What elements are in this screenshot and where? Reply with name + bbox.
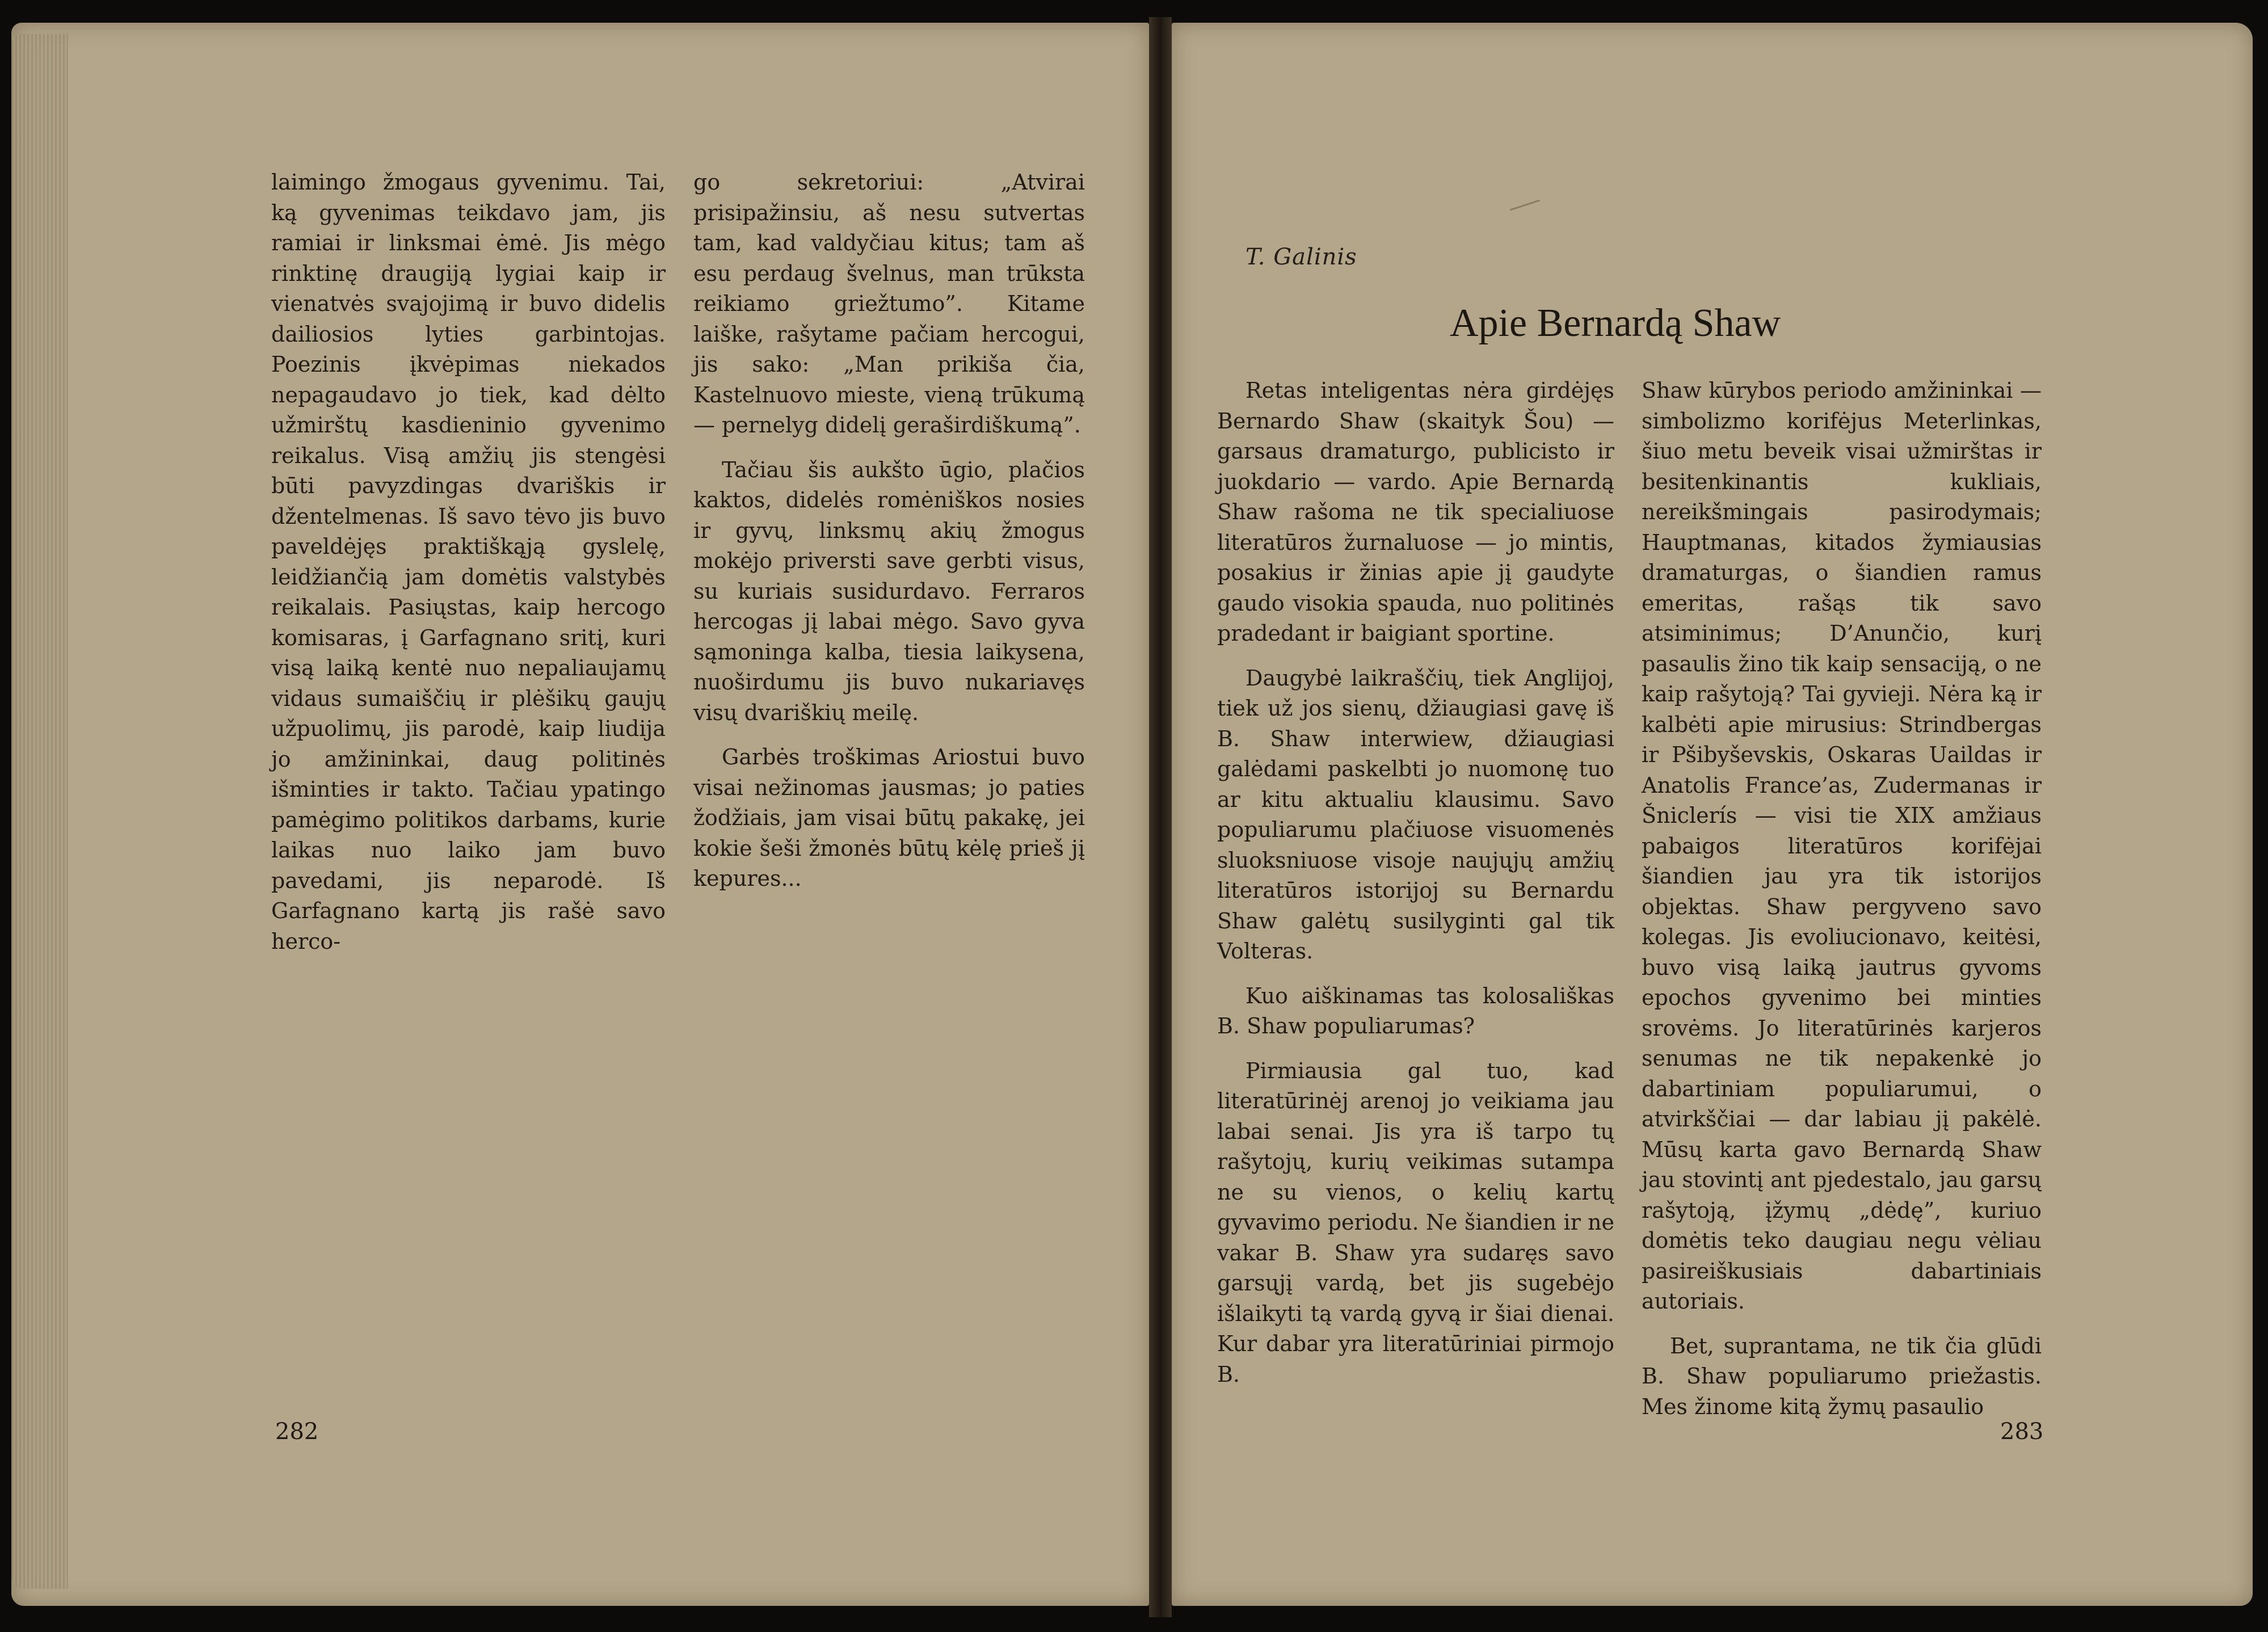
page-number-right: 283 bbox=[2000, 1419, 2044, 1445]
paragraph: Pirmiausia gal tuo, kad literatūrinėj arenoj jo veikiama jau labai senai. Jis yra iš tarpo tų rašytojų, kurių veikimas sutampa ne su vienos, o kelių kartų gyvavimo periodu. Ne šiandien ir ne vakar B. Shaw yra sudaręs savo garsųjį vardą, bet jis sugebėjo išlaikyti tą vardą gyvą ir šiai dienai. Kur dabar yra literatūriniai pirmojo B. bbox=[1217, 1058, 1614, 1387]
paragraph: Retas inteligentas nėra girdėjęs Bernardo Shaw (skaityk Šou) — garsaus dramaturgo, publicisto ir juokdario — vardo. Apie Bernardą Shaw rašoma ne tik specialiuose literatūros žurnaluose — jo mintis, posakius ir žinias apie jį gaudyte gaudo visokia spauda, nuo politinės pradedant ir baigiant sportine. bbox=[1217, 378, 1614, 646]
paragraph: Shaw kūrybos periodo amžininkai — simbolizmo korifėjus Meterlinkas, šiuo metu beveik visai užmirštas ir besitenkinantis kukliais, nereikšmingais pasirodymais; Hauptmanas, kitados žymiausias dramaturgas, o šiandien ramus emeritas, rašąs tik savo atsiminimus; D’Anunčio, kurį pasaulis žino tik kaip sensaciją, o ne kaip rašytoją? Tai gyvieji. Nėra ką ir kalbėti apie mirusius: Strindbergas ir Pšibyševskis, Oskaras Uaildas ir Anatolis France’as, Zudermanas ir Šniclerís — visi tie XIX amžiaus pabaigos literatūros korifėjai šiandien jau yra tik istorijos objektas. Shaw pergyveno savo kolegas. Jis evoliucionavo, keitėsi, buvo visą laiką jautrus gyvoms epochos gyvenimo bei minties srovėms. Jo literatūrinės karjeros senumas ne tik nepakenkė jo dabartiniam populiarumui, o atvirkščiai — dar labiau jį pakėlė. Mūsų karta gavo Bernardą Shaw jau stovintį ant pjedestalo, jau garsų rašytoją, įžymų „dėdę”, kuriuo domėtis teko daugiau negu vėliau pasireiškusiais dabartiniais autoriais. bbox=[1642, 378, 2042, 1314]
right-page-column-2 bbox=[1642, 376, 2042, 1422]
paragraph: Garbės troškimas Ariostui buvo visai nežinomas jausmas; jo paties žodžiais, jam visai būtų pakakę, jei kokie šeši žmonės būtų kėlę prieš jį kepures... bbox=[693, 745, 1085, 891]
left-page-column-2 bbox=[693, 167, 1085, 894]
article-title: Apie Bernardą Shaw bbox=[1450, 301, 1781, 345]
paragraph: Kuo aiškinamas tas kolosališkas B. Shaw populiarumas? bbox=[1217, 983, 1614, 1038]
article-author: T. Galinis bbox=[1245, 244, 1357, 270]
book-gutter bbox=[1149, 17, 1172, 1617]
page-edges bbox=[11, 34, 68, 1589]
paragraph: Daugybė laikraščių, tiek Anglijoj, tiek už jos sienų, džiaugiasi gavę iš B. Shaw interwiew, džiaugiasi galėdami paskelbti jo nuomonę tuo ar kitu aktualiu klausimu. Savo populiarumu plačiuose visuomenės sluoksniuose visoje naujųjų amžių literatūros istorijoj su Bernardu Shaw galėtų susilyginti gal tik Volteras. bbox=[1217, 665, 1614, 964]
left-page-column-1 bbox=[271, 167, 666, 957]
paragraph: laimingo žmogaus gyvenimu. Tai, ką gyvenimas teikdavo jam, jis ramiai ir linksmai ėmė. Jis mėgo rinktinę draugiją lygiai kaip ir vienatvės svajojimą ir buvo didelis dailiosios lyties garbintojas. Poezinis įkvėpimas niekados nepagaudavo jo tiek, kad dėlto užmirštų kasdieninio gyvenimo reikalus. Visą amžių jis stengėsi būti pavyzdingas dvariškis ir džentelmenas. Iš savo tėvo jis buvo paveldėjęs praktiškąją gyslelę, leidžiančią jam domėtis valstybės reikalais. Pasiųstas, kaip hercogo komisaras, į Garfagnano sritį, kuri visą laiką kentė nuo nepaliaujamų vidaus sumaiščių ir plėšikų gaujų užpuolimų, jis parodė, kaip liudija jo amžininkai, daug politinės išminties ir takto. Tačiau ypatingo pamėgimo politikos darbams, kurie laikas nuo laiko jam buvo pavedami, jis neparodė. Iš Garfagnano kartą jis rašė savo herco- bbox=[271, 170, 666, 954]
paragraph: Bet, suprantama, ne tik čia glūdi B. Shaw populiarumo priežastis. Mes žinome kitą žymų pasaulio bbox=[1642, 1333, 2042, 1419]
page-number-left: 282 bbox=[275, 1419, 319, 1445]
paragraph: go sekretoriui: „Atvirai prisipažinsiu, aš nesu sutvertas tam, kad valdyčiau kitus; tam aš esu perdaug švelnus, man trūksta reikiamo griežtumo”. Kitame laiške, rašytame pačiam hercogui, jis sako: „Man prikiša čia, Kastelnuovo mieste, vieną trūkumą — pernelyg didelį geraširdiškumą”. bbox=[693, 170, 1085, 438]
right-page-column-1 bbox=[1217, 376, 1614, 1390]
paragraph: Tačiau šis aukšto ūgio, plačios kaktos, didelės romėniškos nosies ir gyvų, linksmų akių žmogus mokėjo priversti save gerbti visus, su kuriais susidurdavo. Ferraros hercogas jį labai mėgo. Savo gyva sąmoninga kalba, tiesia laikysena, nuoširdumu jis buvo nukariavęs visų dvariškių meilę. bbox=[693, 457, 1085, 725]
